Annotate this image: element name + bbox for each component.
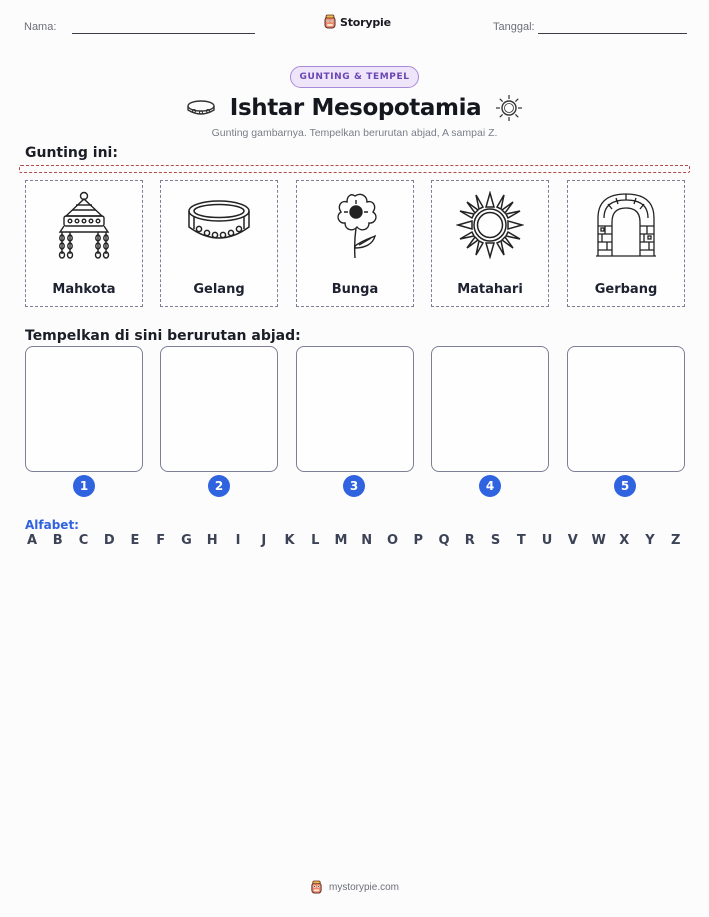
cut-card-bunga[interactable] bbox=[296, 180, 414, 307]
brand-logo bbox=[323, 14, 391, 30]
crown-icon bbox=[52, 190, 116, 260]
cut-card-mahkota[interactable] bbox=[25, 180, 143, 307]
card-label: Gelang bbox=[193, 282, 245, 297]
alphabet-letter: N bbox=[361, 533, 373, 548]
date-label: Tanggal: bbox=[493, 21, 535, 33]
alphabet-letter: W bbox=[591, 533, 606, 548]
alphabet-letter: R bbox=[464, 533, 475, 548]
activity-tag: GUNTING & TEMPEL bbox=[290, 66, 419, 88]
alphabet-letter: O bbox=[386, 533, 399, 548]
alphabet-letter: C bbox=[78, 533, 89, 548]
flower-icon bbox=[327, 190, 383, 260]
card-label: Mahkota bbox=[52, 282, 116, 297]
instructions: Gunting gambarnya. Tempelkan berurutan abjad, A sampai Z. bbox=[211, 127, 498, 139]
alphabet-letter: L bbox=[311, 533, 320, 548]
slot-number-2: 2 bbox=[208, 475, 230, 497]
alphabet-letter: T bbox=[516, 533, 526, 548]
alphabet-letter: B bbox=[52, 533, 63, 548]
card-label: Matahari bbox=[457, 282, 523, 297]
date-line[interactable] bbox=[538, 33, 687, 34]
paste-slot-2[interactable] bbox=[160, 346, 278, 472]
alphabet-letter: Y bbox=[645, 533, 655, 548]
title-row bbox=[0, 92, 709, 124]
alphabet-letter: X bbox=[619, 533, 630, 548]
paste-slot-3[interactable] bbox=[296, 346, 414, 472]
brand-name: Storypie bbox=[340, 15, 391, 29]
storypie-mascot-icon bbox=[323, 14, 337, 30]
alphabet-letter: J bbox=[261, 533, 267, 548]
alphabet-letter: K bbox=[284, 533, 295, 548]
storypie-mascot-icon bbox=[310, 880, 323, 895]
card-label: Gerbang bbox=[594, 282, 658, 297]
cut-line bbox=[19, 165, 690, 173]
alphabet-letter: U bbox=[541, 533, 553, 548]
page-title: Ishtar Mesopotamia bbox=[229, 95, 482, 121]
alphabet-letter: Z bbox=[671, 533, 681, 548]
paste-slot-5[interactable] bbox=[567, 346, 685, 472]
slot-number-3: 3 bbox=[343, 475, 365, 497]
footer bbox=[0, 880, 709, 895]
cut-card-matahari[interactable] bbox=[431, 180, 549, 307]
paste-slot-4[interactable] bbox=[431, 346, 549, 472]
name-label: Nama: bbox=[24, 21, 57, 33]
gate-icon bbox=[594, 190, 658, 260]
sun-small-icon bbox=[495, 94, 523, 122]
cut-card-gelang[interactable] bbox=[160, 180, 278, 307]
footer-url[interactable]: mystorypie.com bbox=[328, 882, 399, 893]
card-label: Bunga bbox=[331, 282, 379, 297]
alphabet-row bbox=[25, 533, 683, 548]
alphabet-letter: G bbox=[181, 533, 192, 548]
alphabet-letter: M bbox=[334, 533, 348, 548]
paste-slot-1[interactable] bbox=[25, 346, 143, 472]
alphabet-letter: D bbox=[103, 533, 115, 548]
paste-section-title: Tempelkan di sini berurutan abjad: bbox=[25, 328, 301, 344]
alphabet-letter: H bbox=[206, 533, 218, 548]
slot-number-5: 5 bbox=[614, 475, 636, 497]
alphabet-letter: A bbox=[26, 533, 38, 548]
slot-number-1: 1 bbox=[73, 475, 95, 497]
bracelet-icon bbox=[185, 197, 253, 253]
alphabet-letter: S bbox=[490, 533, 501, 548]
alphabet-letter: F bbox=[156, 533, 166, 548]
alphabet-letter: Q bbox=[438, 533, 450, 548]
name-line[interactable] bbox=[72, 33, 255, 34]
alphabet-letter: P bbox=[413, 533, 424, 548]
slot-number-4: 4 bbox=[479, 475, 501, 497]
alphabet-title: Alfabet: bbox=[25, 518, 79, 532]
sun-icon bbox=[456, 191, 524, 259]
alphabet-letter: V bbox=[567, 533, 578, 548]
ring-icon bbox=[186, 98, 216, 118]
cut-section-title: Gunting ini: bbox=[25, 145, 118, 161]
alphabet-letter: I bbox=[235, 533, 241, 548]
alphabet-letter: E bbox=[130, 533, 140, 548]
cut-card-gerbang[interactable] bbox=[567, 180, 685, 307]
